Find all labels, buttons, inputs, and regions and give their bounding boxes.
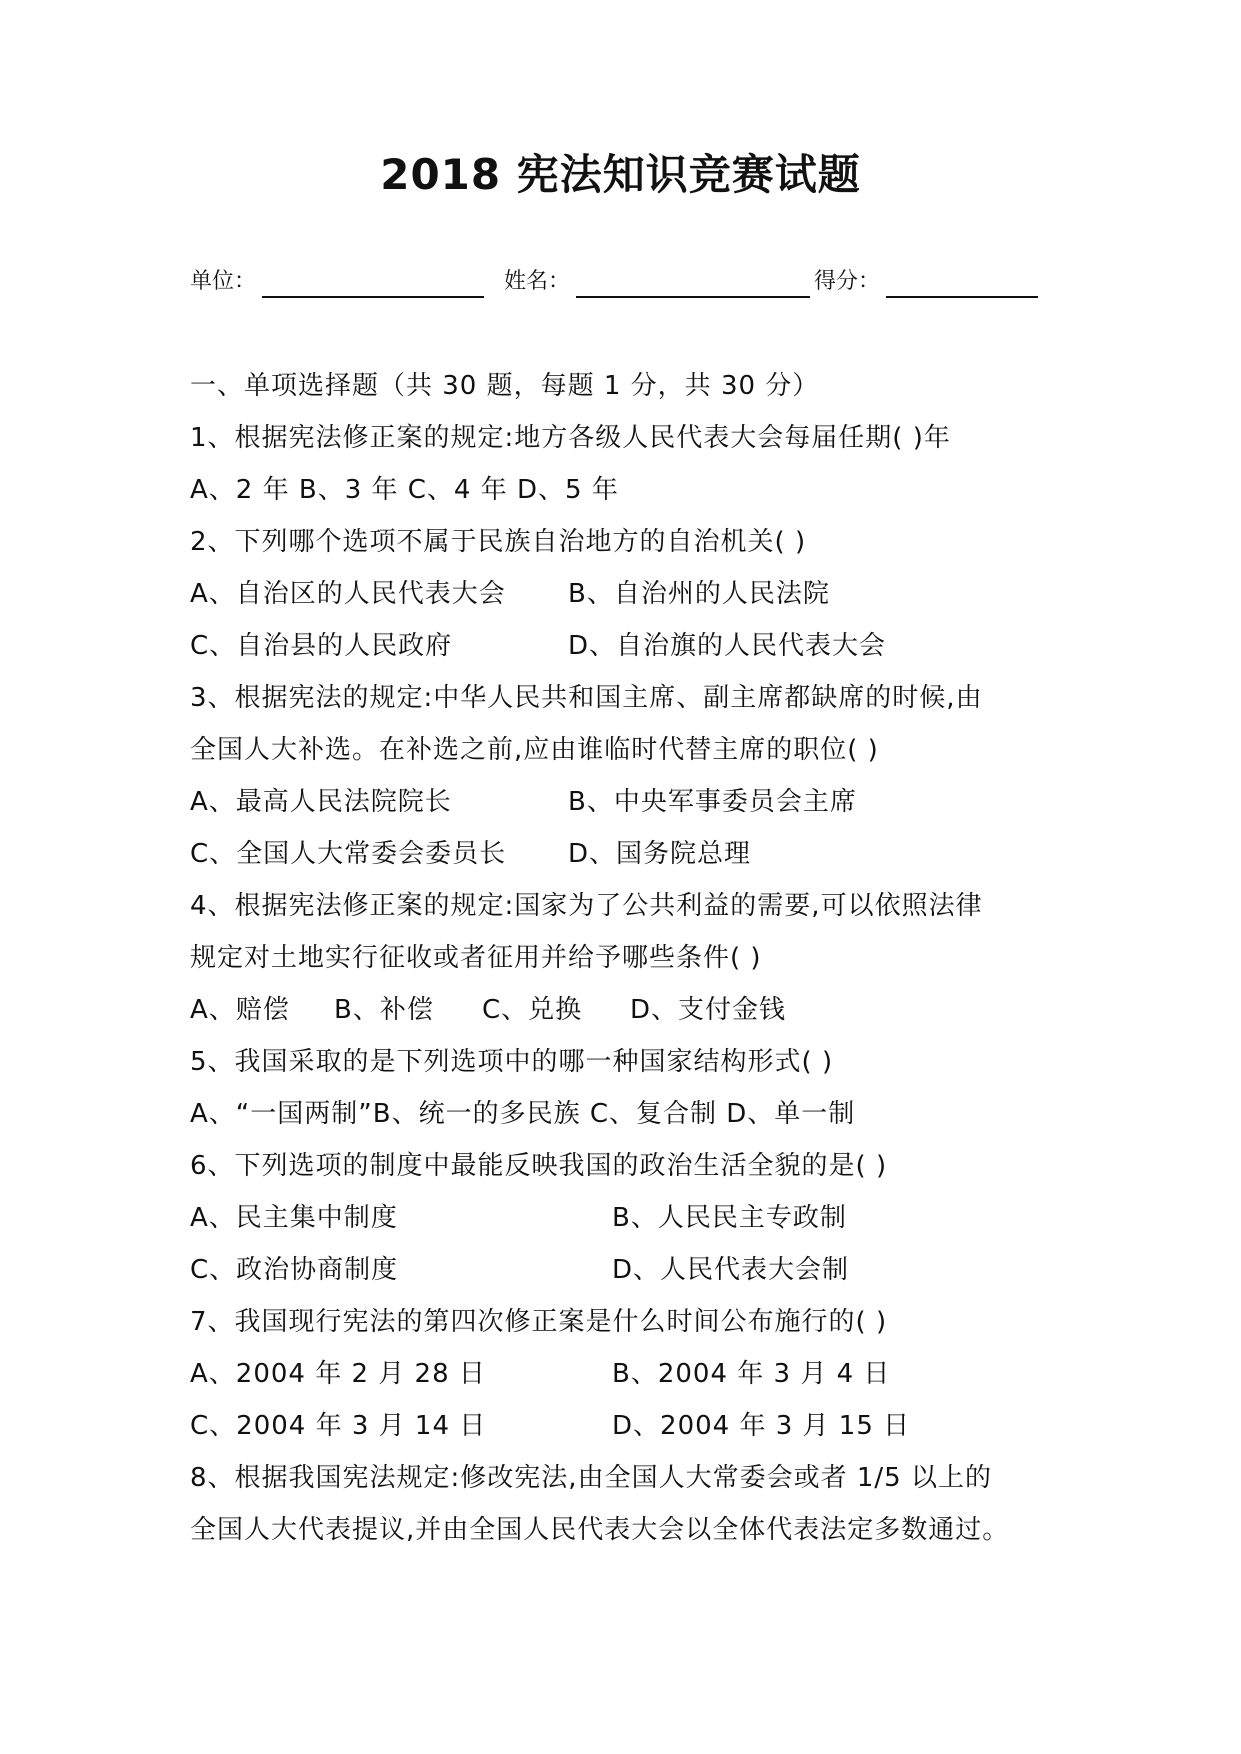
- question-4-line-2: 规定对土地实行征收或者征用并给予哪些条件( ): [190, 943, 762, 973]
- score-blank[interactable]: [886, 296, 1038, 298]
- question-7: 7、我国现行宪法的第四次修正案是什么时间公布施行的( ): [190, 1307, 888, 1337]
- name-label: 姓名：: [504, 269, 571, 294]
- question-6-option-a: A、民主集中制度: [190, 1203, 398, 1233]
- score-label: 得分：: [814, 269, 881, 294]
- question-6-option-b: B、人民民主专政制: [612, 1203, 847, 1233]
- question-1-options: A、2 年 B、3 年 C、4 年 D、5 年: [190, 475, 619, 505]
- question-8-line-2: 全国人大代表提议,并由全国人民代表大会以全体代表法定多数通过。: [190, 1515, 1010, 1545]
- question-5-options: A、“一国两制”B、统一的多民族 C、复合制 D、单一制: [190, 1099, 856, 1129]
- unit-label: 单位：: [190, 269, 257, 294]
- question-7-option-b: B、2004 年 3 月 4 日: [612, 1359, 891, 1389]
- question-2-option-d: D、自治旗的人民代表大会: [568, 631, 887, 661]
- question-3-option-a: A、最高人民法院院长: [190, 787, 452, 817]
- question-4-option-d: D、支付金钱: [630, 995, 787, 1025]
- question-3-line-2: 全国人大补选。在补选之前,应由谁临时代替主席的职位( ): [190, 735, 879, 765]
- question-3-option-d: D、国务院总理: [568, 839, 752, 869]
- page-title: 2018 宪法知识竞赛试题: [380, 150, 861, 199]
- question-7-option-c: C、2004 年 3 月 14 日: [190, 1411, 487, 1441]
- question-3-option-c: C、全国人大常委会委员长: [190, 839, 507, 869]
- question-4-option-a: A、赔偿: [190, 995, 290, 1025]
- question-8-line-1: 8、根据我国宪法规定:修改宪法,由全国人大常委会或者 1/5 以上的: [190, 1463, 992, 1493]
- question-7-option-d: D、2004 年 3 月 15 日: [612, 1411, 911, 1441]
- section-heading: 一、单项选择题（共 30 题，每题 1 分，共 30 分）: [190, 371, 820, 401]
- question-6-option-d: D、人民代表大会制: [612, 1255, 850, 1285]
- name-blank[interactable]: [576, 296, 810, 298]
- question-6: 6、下列选项的制度中最能反映我国的政治生活全貌的是( ): [190, 1151, 888, 1181]
- question-5: 5、我国采取的是下列选项中的哪一种国家结构形式( ): [190, 1047, 834, 1077]
- question-3-option-b: B、中央军事委员会主席: [568, 787, 857, 817]
- question-3-line-1: 3、根据宪法的规定:中华人民共和国主席、副主席都缺席的时候,由: [190, 683, 983, 713]
- question-4-option-c: C、兑换: [482, 995, 583, 1025]
- question-2-option-a: A、自治区的人民代表大会: [190, 579, 506, 609]
- question-6-option-c: C、政治协商制度: [190, 1255, 399, 1285]
- question-2-option-b: B、自治州的人民法院: [568, 579, 830, 609]
- question-4-option-b: B、补偿: [334, 995, 434, 1025]
- question-2-option-c: C、自治县的人民政府: [190, 631, 453, 661]
- unit-blank[interactable]: [262, 296, 484, 298]
- question-4-line-1: 4、根据宪法修正案的规定:国家为了公共利益的需要,可以依照法律: [190, 891, 983, 921]
- question-7-option-a: A、2004 年 2 月 28 日: [190, 1359, 486, 1389]
- question-1: 1、根据宪法修正案的规定:地方各级人民代表大会每届任期( )年: [190, 423, 951, 453]
- question-2: 2、下列哪个选项不属于民族自治地方的自治机关( ): [190, 527, 807, 557]
